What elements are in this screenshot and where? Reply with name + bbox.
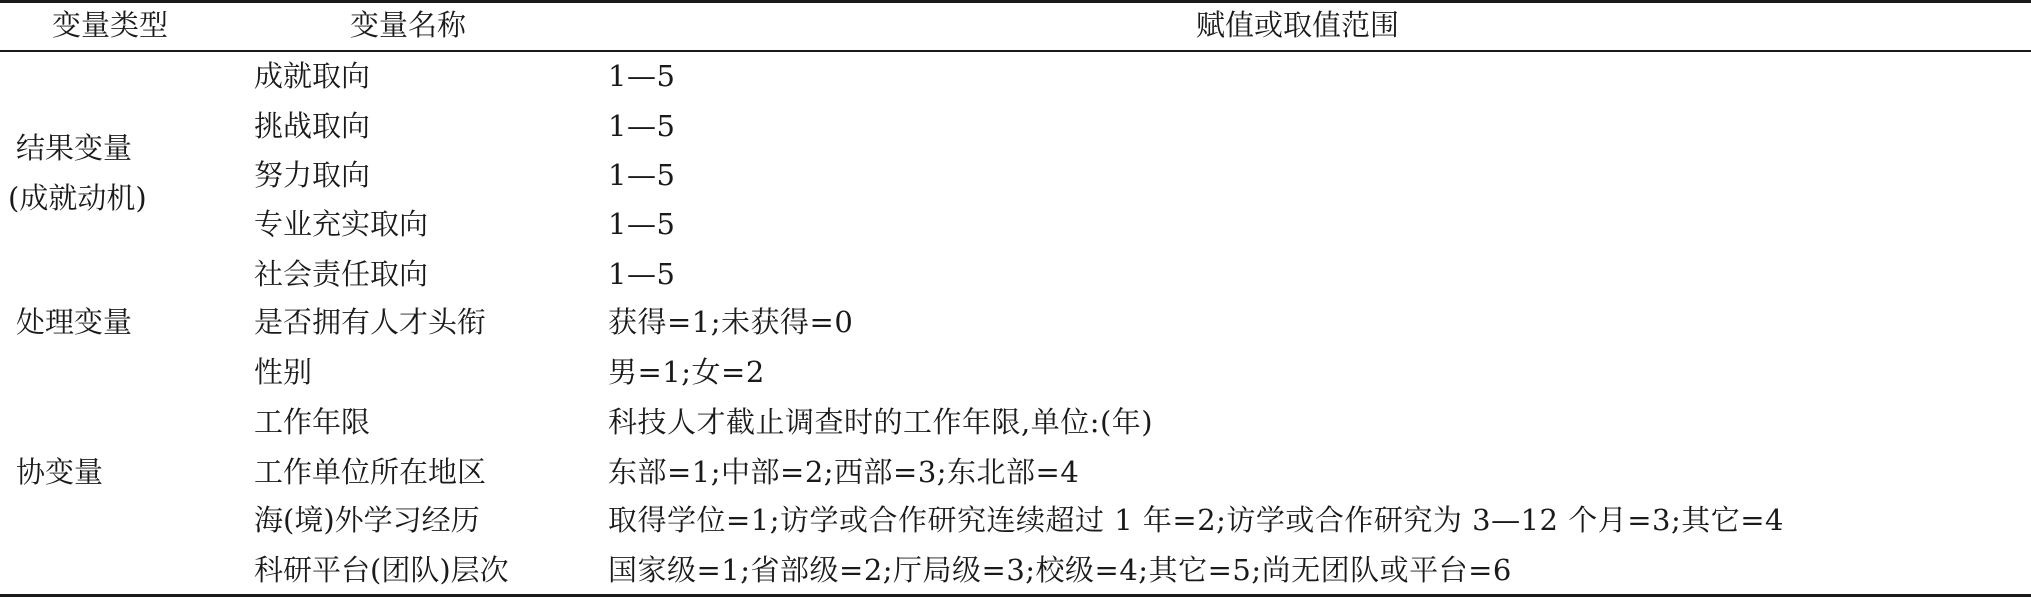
header-value-range: 赋值或取值范围 xyxy=(1196,8,1400,42)
table-row-name: 成就取向 xyxy=(254,59,371,93)
table-row-range: 1—5 xyxy=(608,109,676,143)
table-row-name: 专业充实取向 xyxy=(254,207,429,241)
table-row-range: 获得=1;未获得=0 xyxy=(608,305,854,339)
table-row-name: 性别 xyxy=(254,355,313,389)
table-row-range: 科技人才截止调查时的工作年限,单位:(年) xyxy=(608,405,1154,439)
table-row-range: 取得学位=1;访学或合作研究连续超过 1 年=2;访学或合作研究为 3—12 个月=3;其它=4 xyxy=(608,503,1784,537)
table-row-name: 工作年限 xyxy=(254,405,371,439)
group-treatment-label: 处理变量 xyxy=(16,305,133,339)
table-bottom-rule xyxy=(0,594,2031,597)
table-row-range: 男=1;女=2 xyxy=(608,355,765,389)
table-top-rule xyxy=(0,0,2031,3)
table-row-range: 1—5 xyxy=(608,257,676,291)
group-outcome-label: 结果变量 xyxy=(16,131,133,165)
group-covariate-label: 协变量 xyxy=(16,455,104,489)
header-rule xyxy=(0,50,2031,52)
group-outcome-sublabel: (成就动机) xyxy=(8,181,147,215)
table-row-range: 1—5 xyxy=(608,207,676,241)
table-row-range: 1—5 xyxy=(608,59,676,93)
table-row-name: 工作单位所在地区 xyxy=(254,455,487,489)
header-variable-name: 变量名称 xyxy=(350,8,467,42)
table-row-range: 1—5 xyxy=(608,158,676,192)
header-variable-type: 变量类型 xyxy=(52,8,169,42)
table-row-name: 挑战取向 xyxy=(254,109,371,143)
table-row-name: 社会责任取向 xyxy=(254,257,429,291)
table-row-name: 海(境)外学习经历 xyxy=(254,503,480,537)
table-row-range: 东部=1;中部=2;西部=3;东北部=4 xyxy=(608,455,1080,489)
table-row-name: 科研平台(团队)层次 xyxy=(254,553,509,587)
table-row-name: 是否拥有人才头衔 xyxy=(254,305,487,339)
table-row-name: 努力取向 xyxy=(254,158,371,192)
table-row-range: 国家级=1;省部级=2;厅局级=3;校级=4;其它=5;尚无团队或平台=6 xyxy=(608,553,1512,587)
